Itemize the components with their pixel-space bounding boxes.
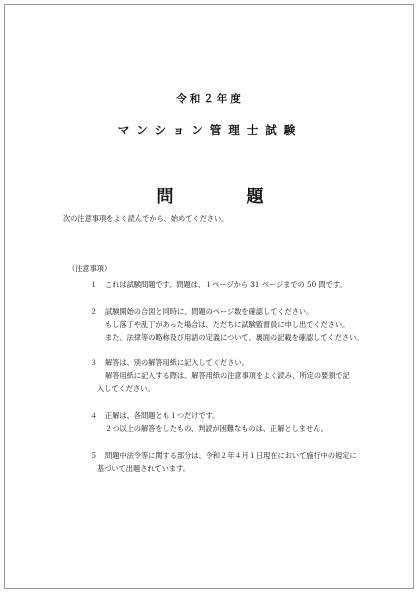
note-1-line-1: これは試験問題です。問題は、１ページから 31 ページまでの 50 問です。	[105, 280, 347, 289]
note-3-line-1: 解答は、別の解答用紙に記入してください。	[105, 358, 249, 367]
note-5-line-1: 問題中法令等に関する部分は、令和２年４月１日現在において施行中の規定に	[105, 451, 357, 460]
note-2-line-3: また、法律等の略称及び用語の定義について、裏面の記載を確認してください。	[105, 333, 364, 342]
notes-heading: （注意事項）	[68, 264, 112, 273]
note-4-line-1: 正解は、各問題とも１つだけです。	[105, 411, 220, 420]
note-2-number: ２	[90, 307, 98, 316]
exam-name: マンション管理士試験	[117, 123, 303, 137]
note-3-number: ３	[90, 358, 98, 367]
note-1-number: １	[90, 280, 98, 289]
note-4-number: ４	[90, 411, 98, 420]
note-3-line-3: 入してください。	[97, 384, 155, 393]
page	[4, 4, 414, 589]
intro-text: 次の注意事項をよく読んでから、始めてください。	[63, 214, 229, 223]
section-title: 問 題	[156, 187, 292, 207]
note-5-line-2: 基づいて出題されています。	[97, 464, 190, 473]
note-2-line-1: 試験開始の合図と同時に、問題のページ数を確認してください。	[105, 307, 314, 316]
note-4-line-2: ２つ以上の解答をしたもの、判読が困難なものは、正解としません。	[105, 424, 328, 433]
note-5-number: ５	[90, 451, 98, 460]
note-3-line-2: 解答用紙に記入する際は、解答用紙の注意事項をよく読み、所定の要領で記	[105, 371, 350, 380]
exam-year: 令和２年度	[176, 93, 244, 105]
note-2-line-2: もし落丁や乱丁があった場合は、ただちに試験監督員に申し出てください。	[105, 320, 350, 329]
